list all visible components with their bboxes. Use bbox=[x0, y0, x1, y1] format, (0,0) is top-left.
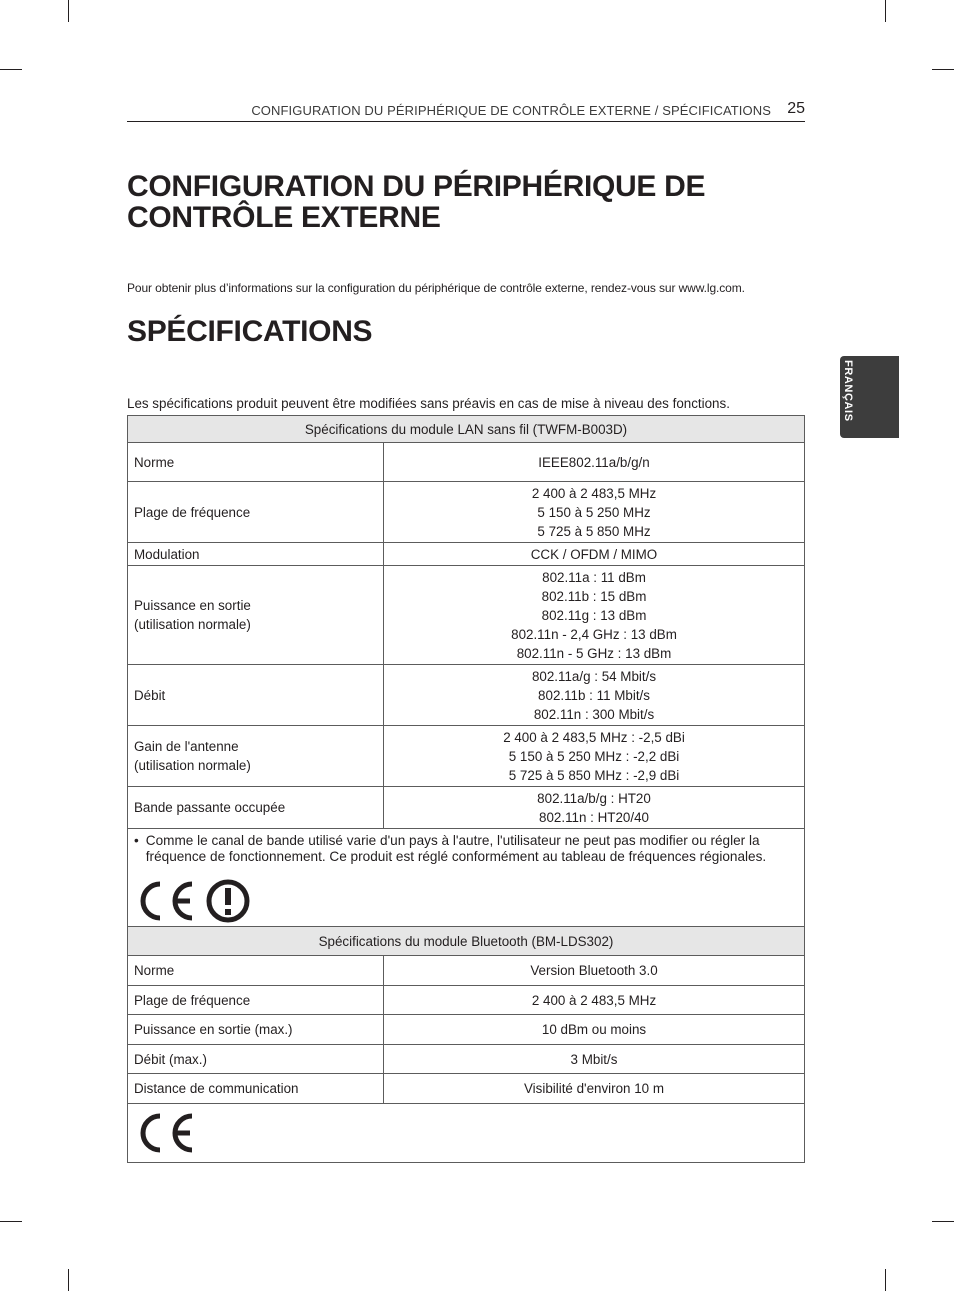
table-row bbox=[128, 1015, 805, 1045]
table-logo-row bbox=[128, 1104, 805, 1163]
crop-mark bbox=[68, 1269, 69, 1291]
alert-mark-icon bbox=[206, 879, 250, 923]
language-tab-label: FRANÇAIS bbox=[842, 360, 854, 422]
row-label: Plage de fréquence bbox=[128, 482, 384, 543]
row-label: Débit bbox=[128, 665, 384, 726]
row-label: Débit (max.) bbox=[128, 1045, 384, 1074]
table-footnote-row bbox=[128, 829, 805, 930]
crop-mark bbox=[68, 0, 69, 22]
table-row bbox=[128, 787, 805, 829]
crop-mark bbox=[0, 69, 22, 70]
table-row bbox=[128, 443, 805, 482]
row-label: Puissance en sortie (max.) bbox=[128, 1015, 384, 1045]
row-value: 2 400 à 2 483,5 MHz : -2,5 dBi 5 150 à 5 250 MHz : -2,2 dBi 5 725 à 5 850 MHz : -2,9 dBi bbox=[384, 726, 805, 787]
row-label: Puissance en sortie (utilisation normale) bbox=[128, 566, 384, 665]
row-label: Norme bbox=[128, 956, 384, 986]
row-label: Norme bbox=[128, 443, 384, 482]
table-row bbox=[128, 482, 805, 543]
running-header bbox=[127, 101, 805, 122]
bluetooth-spec-table bbox=[127, 926, 805, 1163]
row-label: Bande passante occupée bbox=[128, 787, 384, 829]
ce-mark-icon bbox=[134, 879, 196, 923]
table-row bbox=[128, 665, 805, 726]
table-caption: Spécifications du module LAN sans fil (TWFM-B003D) bbox=[128, 416, 805, 443]
table-row bbox=[128, 956, 805, 986]
row-value: Visibilité d'environ 10 m bbox=[384, 1074, 805, 1104]
row-value: IEEE802.11a/b/g/n bbox=[384, 443, 805, 482]
row-value: 2 400 à 2 483,5 MHz bbox=[384, 986, 805, 1015]
row-value: Version Bluetooth 3.0 bbox=[384, 956, 805, 986]
specifications-note: Les spécifications produit peuvent être modifiées sans préavis en cas de mise à niveau des fonctions. bbox=[127, 396, 730, 411]
crop-mark bbox=[932, 69, 954, 70]
table-row bbox=[128, 1074, 805, 1104]
table-footnote bbox=[128, 829, 805, 930]
page-number: 25 bbox=[787, 100, 805, 117]
section-title-line: CONFIGURATION DU PÉRIPHÉRIQUE DE bbox=[127, 170, 706, 203]
row-label: Plage de fréquence bbox=[128, 986, 384, 1015]
table-row bbox=[128, 566, 805, 665]
footnote-text: Comme le canal de bande utilisé varie d'un pays à l'autre, l'utilisateur ne peut pas modifier ou régler la fréquence de fonctionnement. Ce produit est réglé conformément au tableau de fréquences régionales. bbox=[145, 833, 767, 864]
row-value: CCK / OFDM / MIMO bbox=[384, 543, 805, 566]
table-row bbox=[128, 543, 805, 566]
wlan-spec-table bbox=[127, 415, 805, 930]
crop-mark bbox=[932, 1221, 954, 1222]
running-title: CONFIGURATION DU PÉRIPHÉRIQUE DE CONTRÔLE EXTERNE / SPÉCIFICATIONS bbox=[251, 103, 771, 118]
table-row bbox=[128, 726, 805, 787]
row-label: Gain de l'antenne (utilisation normale) bbox=[128, 726, 384, 787]
row-value: 802.11a : 11 dBm 802.11b : 15 dBm 802.11g : 13 dBm 802.11n - 2,4 GHz : 13 dBm 802.11n - 5 GHz : 13 dBm bbox=[384, 566, 805, 665]
bullet: • bbox=[134, 833, 139, 848]
row-label: Modulation bbox=[128, 543, 384, 566]
crop-mark bbox=[0, 1221, 22, 1222]
table-caption: Spécifications du module Bluetooth (BM-LDS302) bbox=[128, 927, 805, 956]
table-row bbox=[128, 986, 805, 1015]
crop-mark bbox=[885, 0, 886, 22]
row-value: 3 Mbit/s bbox=[384, 1045, 805, 1074]
language-tab bbox=[840, 356, 899, 438]
section-title-line: CONTRÔLE EXTERNE bbox=[127, 201, 441, 234]
ce-mark-icon bbox=[134, 1111, 196, 1155]
row-value: 10 dBm ou moins bbox=[384, 1015, 805, 1045]
row-value: 802.11a/g : 54 Mbit/s 802.11b : 11 Mbit/s 802.11n : 300 Mbit/s bbox=[384, 665, 805, 726]
row-value: 802.11a/b/g : HT20 802.11n : HT20/40 bbox=[384, 787, 805, 829]
row-label: Distance de communication bbox=[128, 1074, 384, 1104]
section-title-specifications: SPÉCIFICATIONS bbox=[127, 315, 373, 348]
table-row bbox=[128, 1045, 805, 1074]
row-value: 2 400 à 2 483,5 MHz 5 150 à 5 250 MHz 5 725 à 5 850 MHz bbox=[384, 482, 805, 543]
table-logo-cell bbox=[128, 1104, 805, 1163]
crop-mark bbox=[885, 1269, 886, 1291]
section-title-configuration bbox=[127, 171, 705, 233]
configuration-body: Pour obtenir plus d’informations sur la configuration du périphérique de contrôle externe, rendez-vous sur www.lg.com. bbox=[127, 281, 745, 295]
